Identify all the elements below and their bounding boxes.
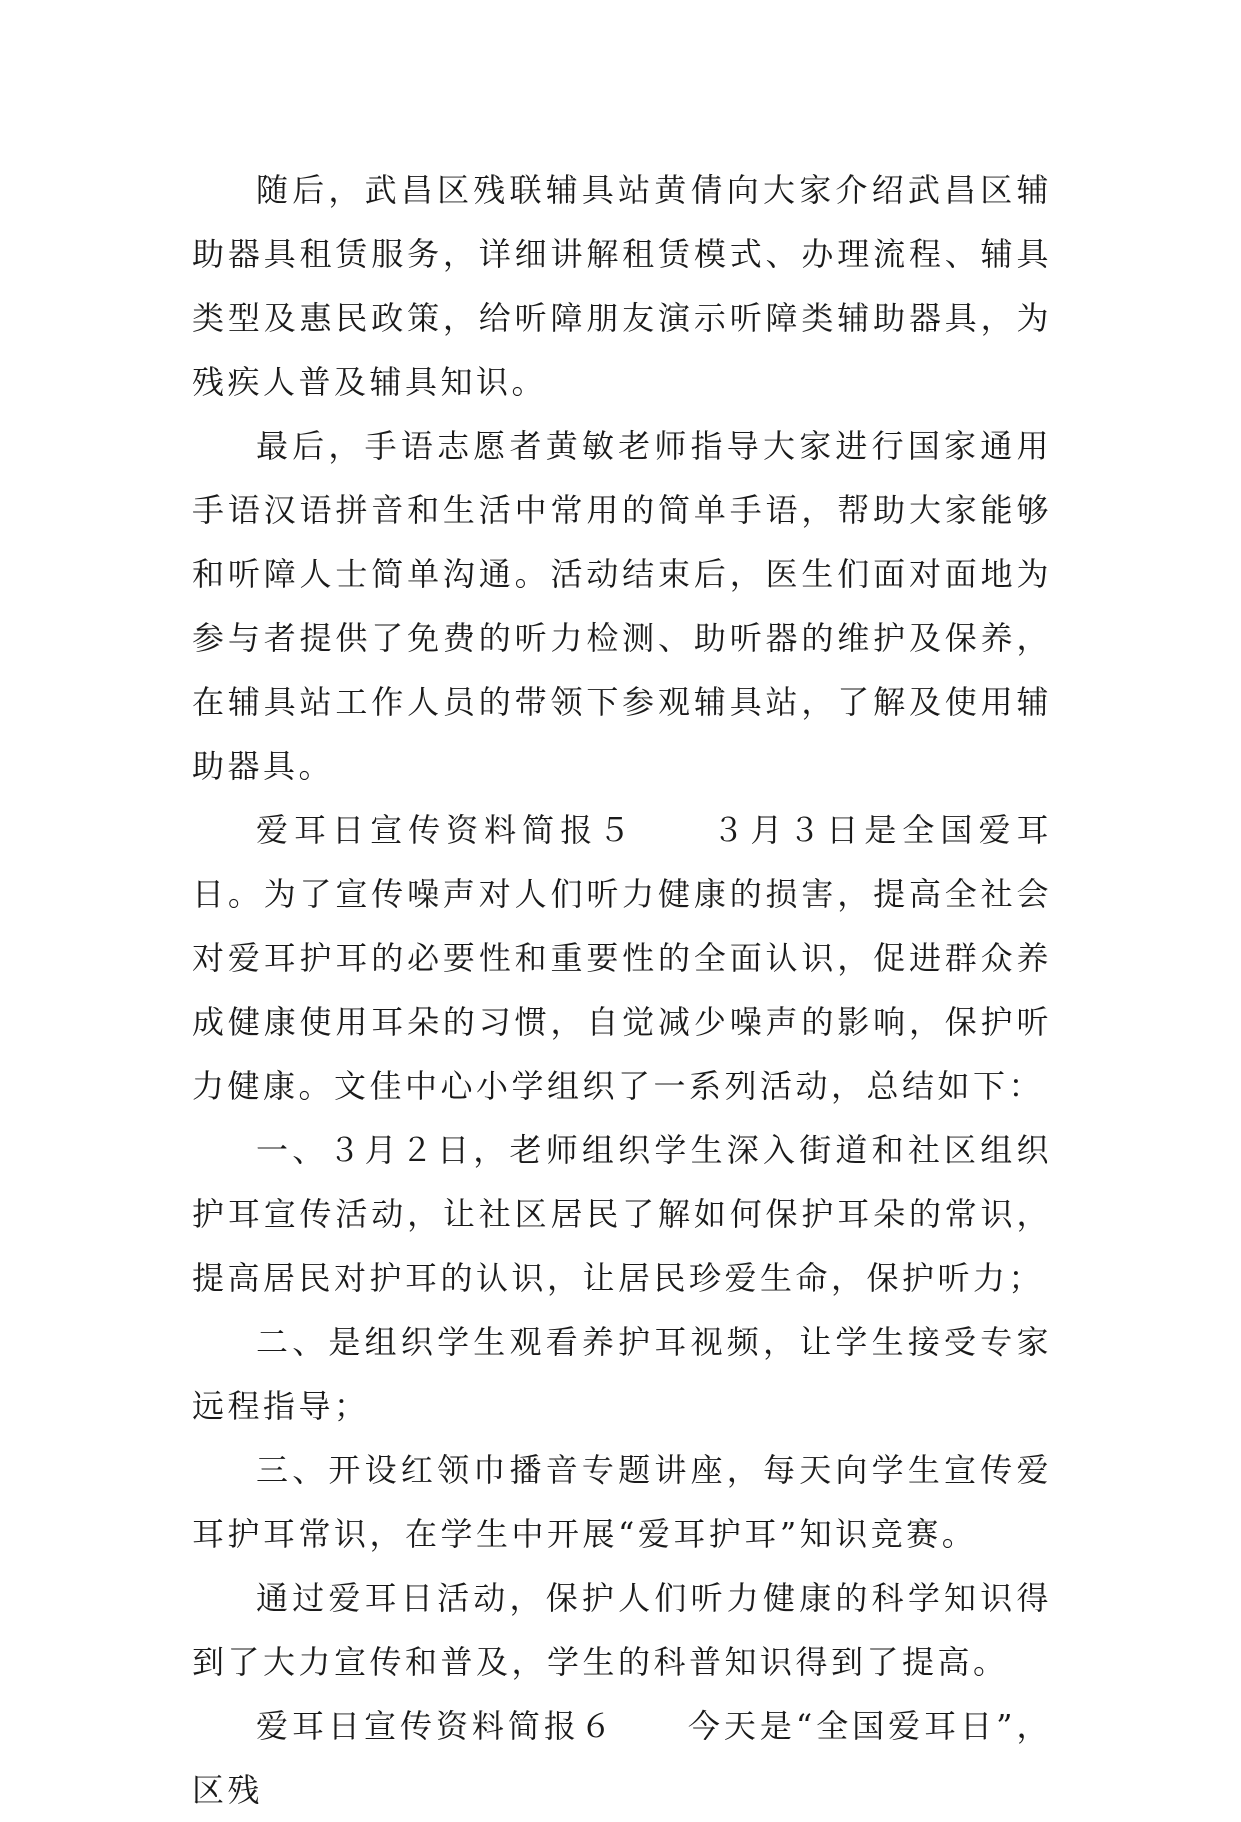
paragraph-item-two: 二、是组织学生观看养护耳视频，让学生接受专家远程指导； (192, 1323, 1052, 1425)
paragraph-assistive-device-rental: 随后，武昌区残联辅具站黄倩向大家介绍武昌区辅助器具租赁服务，详细讲解租赁模式、办理流程、辅具类型及惠民政策，给听障朋友演示听障类辅助器具，为残疾人普及辅具知识。 (192, 171, 1052, 401)
paragraph-bulletin-5-intro: 爱耳日宣传资料简报５ ３月３日是全国爱耳日。为了宣传噪声对人们听力健康的损害，提高全社会对爱耳护耳的必要性和重要性的全面认识，促进群众养成健康使用耳朵的习惯，自觉减少噪声的影响，保护听力健康。文佳中心小学组织了一系列活动，总结如下： (192, 811, 1052, 1105)
paragraph-item-three: 三、开设红领巾播音专题讲座，每天向学生宣传爱耳护耳常识，在学生中开展“爱耳护耳”知识竞赛。 (192, 1451, 1052, 1553)
paragraph-bulletin-6-intro: 爱耳日宣传资料简报６ 今天是“全国爱耳日”，区残 (192, 1707, 1052, 1809)
document-body (192, 158, 1052, 1822)
paragraph-item-one: 一、３月２日，老师组织学生深入街道和社区组织护耳宣传活动，让社区居民了解如何保护耳朵的常识，提高居民对护耳的认识，让居民珍爱生命，保护听力； (192, 1131, 1052, 1297)
paragraph-conclusion: 通过爱耳日活动，保护人们听力健康的科学知识得到了大力宣传和普及，学生的科普知识得到了提高。 (192, 1579, 1052, 1681)
paragraph-sign-language-session: 最后，手语志愿者黄敏老师指导大家进行国家通用手语汉语拼音和生活中常用的简单手语，帮助大家能够和听障人士简单沟通。活动结束后，医生们面对面地为参与者提供了免费的听力检测、助听器的维护及保养，在辅具站工作人员的带领下参观辅具站，了解及使用辅助器具。 (192, 427, 1052, 785)
